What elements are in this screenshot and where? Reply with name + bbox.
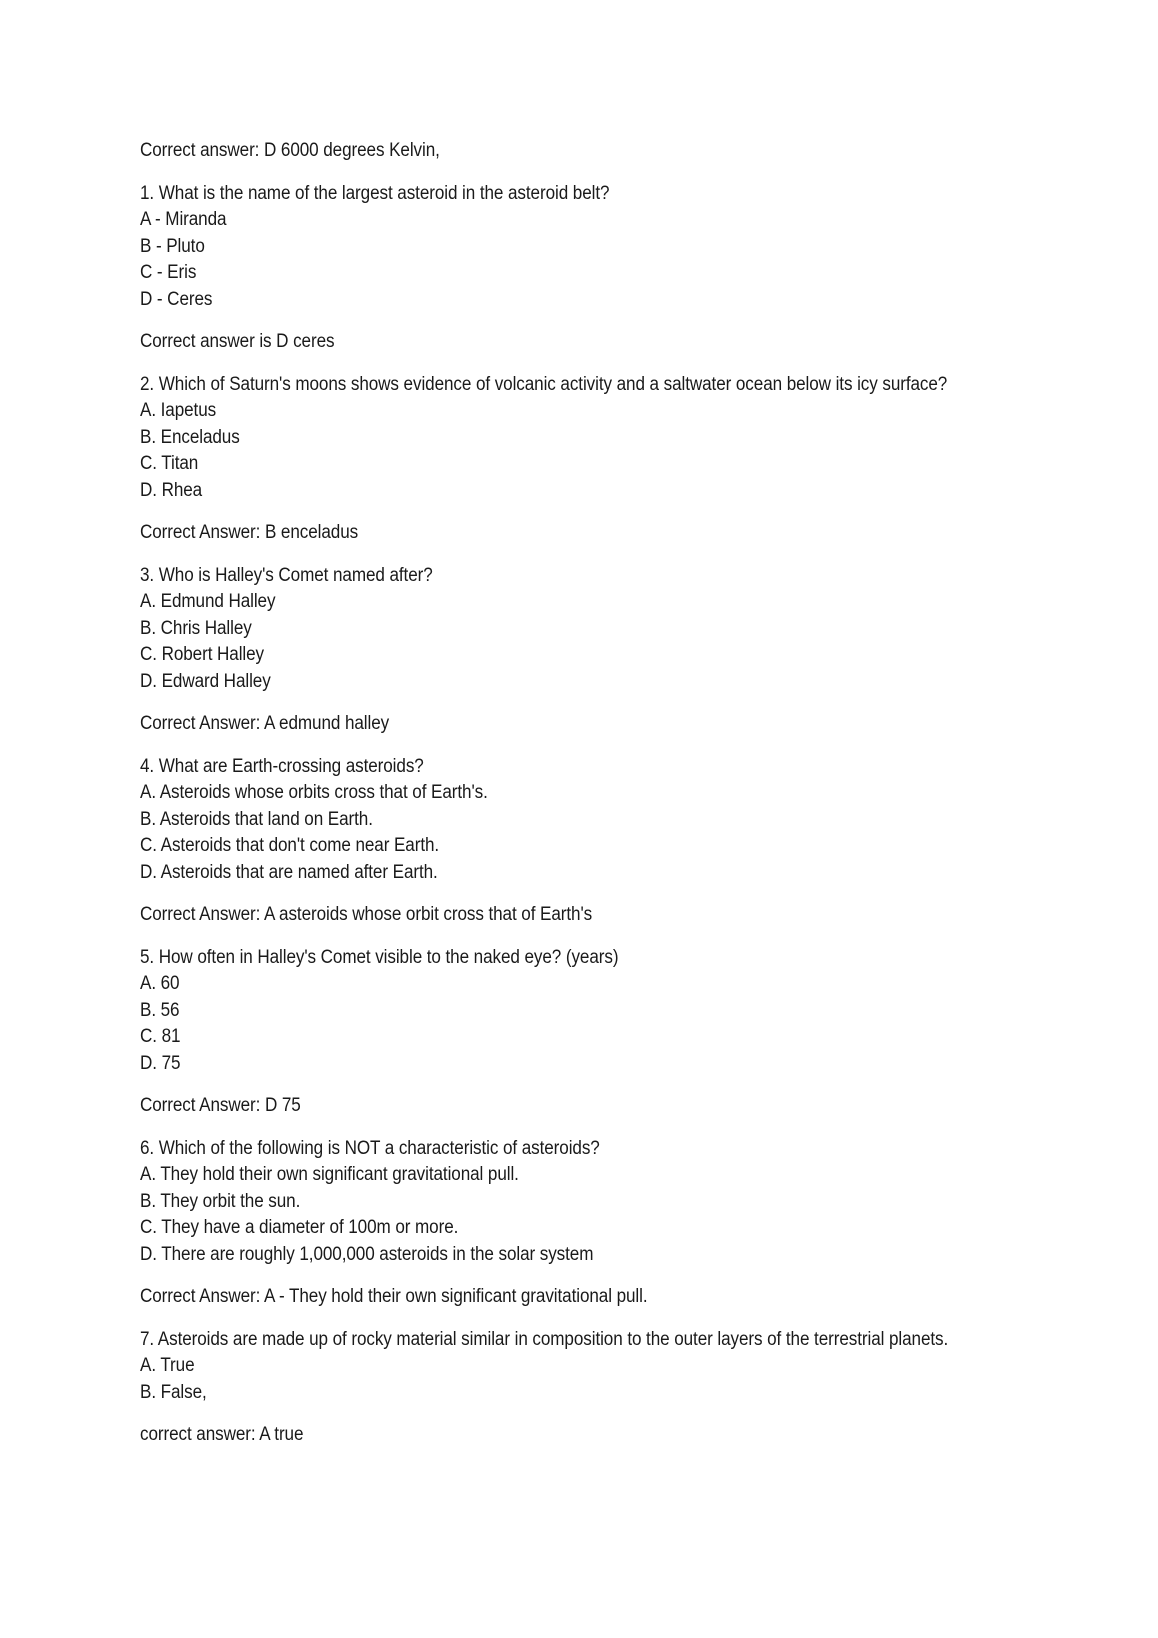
intro-answer: Correct answer: D 6000 degrees Kelvin, — [140, 140, 440, 161]
question-block — [140, 372, 1022, 547]
option: D - Ceres — [140, 288, 213, 310]
option: A. They hold their own significant gravitational pull. — [140, 1164, 519, 1185]
option: D. Asteroids that are named after Earth. — [140, 861, 438, 883]
option: C. Robert Halley — [140, 644, 265, 665]
option: B. They orbit the sun. — [140, 1190, 301, 1212]
correct-answer: Correct Answer: B enceladus — [140, 522, 359, 543]
correct-answer: Correct Answer: A edmund halley — [140, 713, 390, 734]
question-text: 7. Asteroids are made up of rocky material similar in composition to the outer layers of the terrestrial planets. — [140, 1328, 949, 1350]
option: A - Miranda — [140, 209, 227, 230]
question-text: 4. What are Earth-crossing asteroids? — [140, 755, 424, 777]
option: A. Edmund Halley — [140, 591, 276, 612]
document-page — [140, 138, 1022, 1465]
question-block — [140, 181, 1022, 356]
correct-answer: correct answer: A true — [140, 1424, 304, 1445]
question-block — [140, 945, 1022, 1120]
option: C. They have a diameter of 100m or more. — [140, 1217, 459, 1238]
question-block — [140, 563, 1022, 738]
question-text: 2. Which of Saturn's moons shows evidence of volcanic activity and a saltwater ocean below its icy surface? — [140, 373, 948, 395]
option: D. There are roughly 1,000,000 asteroids in the solar system — [140, 1243, 594, 1265]
correct-answer: Correct Answer: A - They hold their own significant gravitational pull. — [140, 1286, 648, 1307]
option: A. Asteroids whose orbits cross that of Earth's. — [140, 782, 488, 803]
option: D. 75 — [140, 1052, 181, 1074]
question-text: 3. Who is Halley's Comet named after? — [140, 564, 433, 586]
option: B. Chris Halley — [140, 617, 252, 639]
question-text: 1. What is the name of the largest asteroid in the asteroid belt? — [140, 182, 610, 204]
option: B. Enceladus — [140, 426, 240, 448]
option: A. True — [140, 1355, 195, 1376]
correct-answer: Correct Answer: D 75 — [140, 1095, 301, 1116]
option: C. 81 — [140, 1026, 181, 1047]
option: C. Asteroids that don't come near Earth. — [140, 835, 440, 856]
question-block — [140, 1327, 1022, 1449]
option: D. Edward Halley — [140, 670, 271, 692]
correct-answer: Correct Answer: A asteroids whose orbit cross that of Earth's — [140, 904, 593, 925]
question-text: 5. How often in Halley's Comet visible to the naked eye? (years) — [140, 946, 619, 968]
question-text: 6. Which of the following is NOT a characteristic of asteroids? — [140, 1137, 600, 1159]
option: D. Rhea — [140, 479, 203, 501]
correct-answer: Correct answer is D ceres — [140, 331, 335, 352]
option: B - Pluto — [140, 235, 205, 257]
option: B. 56 — [140, 999, 180, 1021]
option: B. Asteroids that land on Earth. — [140, 808, 373, 830]
question-block — [140, 1136, 1022, 1311]
option: C - Eris — [140, 262, 197, 283]
question-block — [140, 754, 1022, 929]
option: C. Titan — [140, 453, 199, 474]
option: B. False, — [140, 1381, 207, 1403]
option: A. 60 — [140, 973, 180, 994]
option: A. Iapetus — [140, 400, 217, 421]
